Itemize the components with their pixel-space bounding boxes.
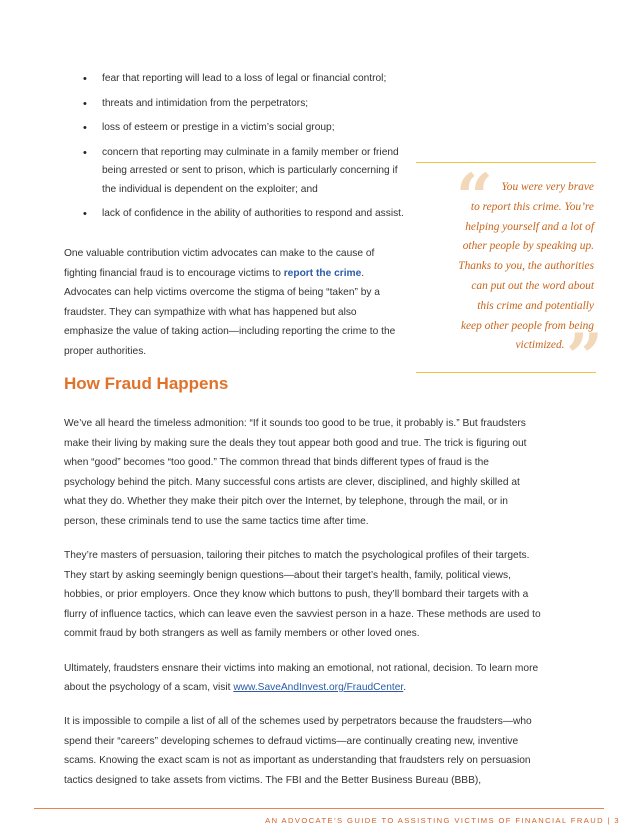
paragraph: Ultimately, fraudsters ensnare their victims into making an emotional, not rational, decision. To learn more about the psychology of a scam, visit www.SaveAndInvest.org/FraudCenter. (64, 662, 539, 694)
list-item (80, 119, 410, 138)
quote-bottom-rule (416, 372, 596, 373)
pull-quote (416, 160, 603, 395)
bullet-icon: • (83, 73, 87, 85)
bullet-text: loss of esteem or prestige in a victim’s social group; (102, 122, 335, 133)
page-number: 3 (614, 816, 620, 825)
paragraph: We’ve all heard the timeless admonition: “If it sounds too good to be true, it probably is.” But fraudsters make their living by making sure the deals they tout appear both good and true. The trick is figuring out when “good” becomes “too good.” The common thread that binds different types of fraud is the psychology behind the pitch. Many successful cons artists are clever, disciplined, and highly skilled at what they do. Whether they make their pitch over the Internet, by telephone, through the mail, or in person, these criminals tend to use the same tactics time after time. (64, 418, 527, 527)
close-quote-icon: ” (566, 320, 603, 395)
bullet-icon: • (83, 97, 87, 110)
fraud-center-link[interactable]: www.SaveAndInvest.org/FraudCenter (233, 682, 404, 694)
footer-rule (34, 808, 604, 809)
bullet-text: fear that reporting will lead to a loss of legal or financial control; (102, 73, 387, 84)
footer-separator: | (607, 816, 611, 825)
report-crime-link[interactable]: report the crime (283, 267, 362, 279)
footer-title: AN ADVOCATE’S GUIDE TO ASSISTING VICTIMS OF FINANCIAL FRAUD (265, 816, 604, 825)
list-item (80, 144, 410, 200)
bullet-text: threats and intimidation from the perpetrators; (102, 97, 309, 109)
bullet-icon: • (83, 122, 87, 134)
bullet-text: lack of confidence in the ability of authorities to respond and assist. (102, 208, 404, 219)
list-item (80, 205, 410, 224)
section-heading: How Fraud Happens (64, 374, 229, 393)
section-body (64, 414, 542, 805)
quote-top-rule (416, 162, 596, 163)
bullet-icon: • (83, 208, 87, 220)
list-item (80, 70, 410, 89)
quote-text: You were very brave to report this crime. You’re helping yourself and a lot of other people by speaking up. Thanks to you, the authorities can put out the word about this crime and potentially keep other people from being victimized. (458, 181, 594, 352)
list-item (80, 95, 410, 114)
paragraph: They’re masters of persuasion, tailoring their pitches to match the psychological profiles of their targets. They start by asking seemingly benign questions—about their target’s health, family, political views, hobbies, or prior employers. Once they know which buttons to push, they’ll bombard their targets with a flurry of influence tactics, which can leave even the savviest person in a haze. These methods are used to commit fraud by both strangers as well as family members or other loved ones. (64, 550, 541, 640)
paragraph: It is impossible to compile a list of all of the schemes used by perpetrators because the fraudsters—who spend their “careers” developing schemes to defraud victims—are continually creating new, inventive scams. Knowing the exact scam is not as important as understanding that fraudsters rely on persuasion tactics designed to take assets from victims. The FBI and the Better Business Bureau (BBB), (64, 716, 532, 786)
open-quote-icon: “ (456, 160, 493, 235)
concern-bullet-list (80, 70, 410, 230)
bullet-text: concern that reporting may culminate in a family member or friend being arrested or sent to prison, which is particularly concerning if the individual is dependent on the exploiter; and (102, 146, 399, 195)
intro-paragraph: One valuable contribution victim advocates can make to the cause of fighting financial fraud is to encourage victims to report the crime. Advocates can help victims overcome the stigma of being “taken” by a fraudster. They can sympathize with what has happened but also emphasize the value of taking action—including reporting the crime to the proper authorities. (64, 248, 396, 357)
page-footer (200, 816, 620, 825)
bullet-icon: • (83, 146, 87, 159)
